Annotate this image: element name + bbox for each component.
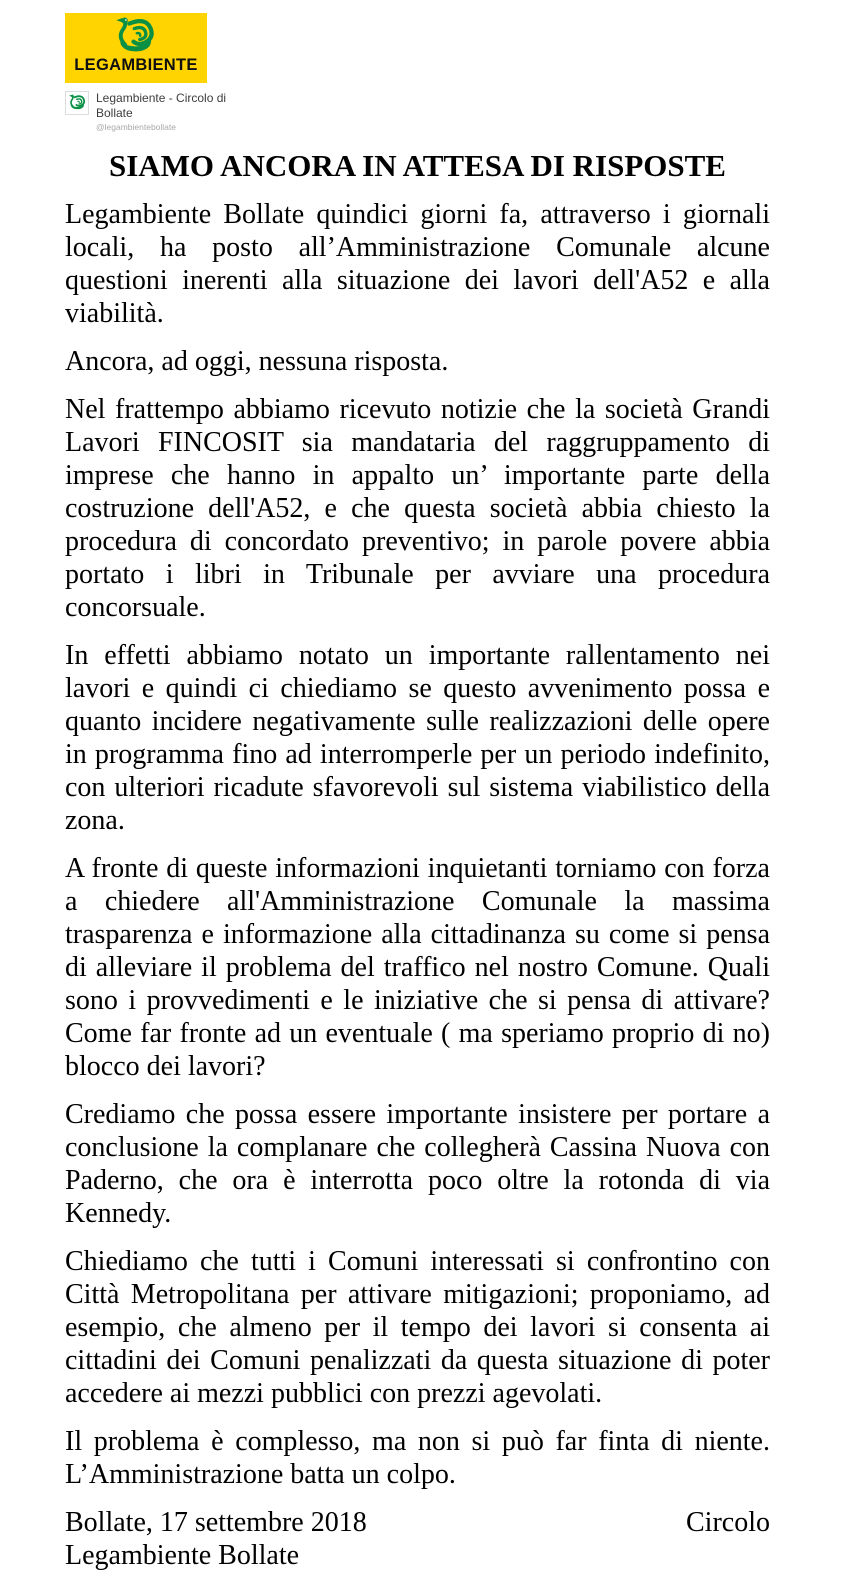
page-card-text (96, 91, 236, 132)
legambiente-logo (65, 13, 207, 83)
swan-icon (68, 94, 87, 112)
signature-row (65, 1506, 770, 1539)
page-card-name: Legambiente - Circolo di Bollate (96, 91, 227, 120)
paragraph-7: Chiediamo che tutti i Comuni interessati si confrontino con Città Metropolitana per attivare mitigazioni; proponiamo, ad esempio, che almeno per il tempo dei lavori si consenta ai cittadini dei Comuni penalizzati da questa situazione di poter accedere ai mezzi pubblici con prezzi agevolati. (65, 1246, 770, 1409)
page-card (65, 91, 858, 132)
header (0, 0, 858, 132)
paragraph-8: Il problema è complesso, ma non si può far finta di niente. L’Amministrazione batta un colpo. (65, 1426, 770, 1490)
document-body (0, 148, 858, 1572)
swan-icon (113, 16, 159, 58)
paragraph-1: Legambiente Bollate quindici giorni fa, attraverso i giornali locali, ha posto all’Amministrazione Comunale alcune questioni inerenti alla situazione dei lavori dell'A52 e alla viabilità. (65, 199, 770, 329)
paragraph-3: Nel frattempo abbiamo ricevuto notizie che la società Grandi Lavori FINCOSIT sia mandataria del raggruppamento di imprese che hanno in appalto un’ importante parte della costruzione dell'A52, e che questa società abbia chiesto la procedura di concordato preventivo; in parole povere abbia portato i libri in Tribunale per avviare una procedura concorsuale. (65, 394, 770, 623)
avatar (65, 91, 89, 115)
paragraph-6: Crediamo che possa essere importante insistere per portare a conclusione la complanare che collegherà Cassina Nuova con Paderno, che ora è interrotta poco oltre la rotonda di via Kennedy. (65, 1099, 770, 1229)
paragraph-5: A fronte di queste informazioni inquietanti torniamo con forza a chiedere all'Amministrazione Comunale la massima trasparenza e informazione alla cittadinanza su come si pensa di alleviare il problema del traffico nel nostro Comune. Quali sono i provvedimenti e le iniziative che si pensa di attivare? Come far fronte ad un eventuale ( ma speriamo proprio di no) blocco dei lavori? (65, 853, 770, 1082)
logo-brand-text: LEGAMBIENTE (74, 56, 198, 74)
signature-org-line1: Circolo (686, 1507, 770, 1538)
paragraph-2: Ancora, ad oggi, nessuna risposta. (65, 346, 449, 377)
signature-org-line2: Legambiente Bollate (65, 1540, 300, 1571)
signature-place-date: Bollate, 17 settembre 2018 (65, 1507, 367, 1538)
page-title: SIAMO ANCORA IN ATTESA DI RISPOSTE (108, 148, 726, 183)
paragraph-4: In effetti abbiamo notato un importante rallentamento nei lavori e quindi ci chiediamo se questo avvenimento possa e quanto incidere negativamente sulle realizzazioni delle opere in programma fino ad interromperle per un periodo indefinito, con ulteriori ricadute sfavorevoli sul sistema viabilistico della zona. (65, 640, 770, 836)
page-card-handle: @legambientebollate (96, 122, 176, 132)
signature (65, 1506, 770, 1572)
